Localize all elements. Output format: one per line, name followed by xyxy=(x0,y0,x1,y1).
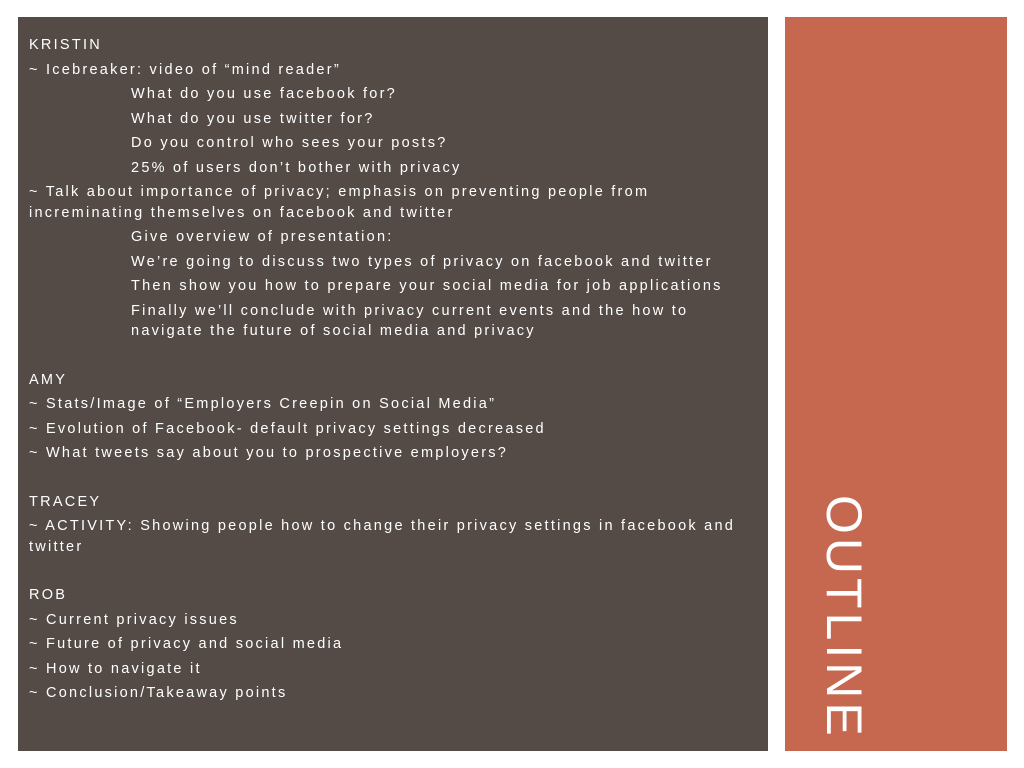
subitem-twitter-question: What do you use twitter for? xyxy=(131,110,375,127)
section-heading-kristin: KRISTIN xyxy=(29,37,102,53)
subitem-conclusion-events: Finally we’ll conclude with privacy current events and the how to navigate the future of social media and privacy xyxy=(131,302,689,339)
bullet-tweets-employers: ~ What tweets say about you to prospective employers? xyxy=(29,445,509,461)
slide-title: OUTLINE xyxy=(816,495,872,740)
bullet-icebreaker: ~ Icebreaker: video of “mind reader” xyxy=(29,61,341,78)
bullet-employers-stats: ~ Stats/Image of “Employers Creepin on Social Media” xyxy=(29,396,497,412)
bullet-future-privacy: ~ Future of privacy and social media xyxy=(29,636,344,652)
section-heading-amy: AMY xyxy=(29,371,68,388)
bullet-activity: ~ ACTIVITY: Showing people how to change their privacy settings in facebook and twitter xyxy=(29,518,736,555)
subitem-privacy-stat: 25% of users don’t bother with privacy xyxy=(131,159,462,176)
section-heading-tracey: TRACEY xyxy=(29,493,102,510)
subitem-facebook-question: What do you use facebook for? xyxy=(131,86,397,102)
bullet-takeaway: ~ Conclusion/Takeaway points xyxy=(29,685,288,701)
bullet-importance-of-privacy: ~ Talk about importance of privacy; emphasis on preventing people from increminating themselves on facebook and twitter xyxy=(29,184,650,221)
bullet-current-issues: ~ Current privacy issues xyxy=(29,611,239,628)
subitem-two-types: We’re going to discuss two types of privacy on facebook and twitter xyxy=(131,253,713,270)
bullet-how-to-navigate: ~ How to navigate it xyxy=(29,660,202,677)
bullet-facebook-evolution: ~ Evolution of Facebook- default privacy settings decreased xyxy=(29,420,546,437)
subitem-job-applications: Then show you how to prepare your social media for job applications xyxy=(131,278,723,294)
section-heading-rob: ROB xyxy=(29,587,68,603)
subitem-control-question: Do you control who sees your posts? xyxy=(131,135,448,151)
subitem-overview: Give overview of presentation: xyxy=(131,229,394,245)
outline-content-panel xyxy=(18,17,768,751)
